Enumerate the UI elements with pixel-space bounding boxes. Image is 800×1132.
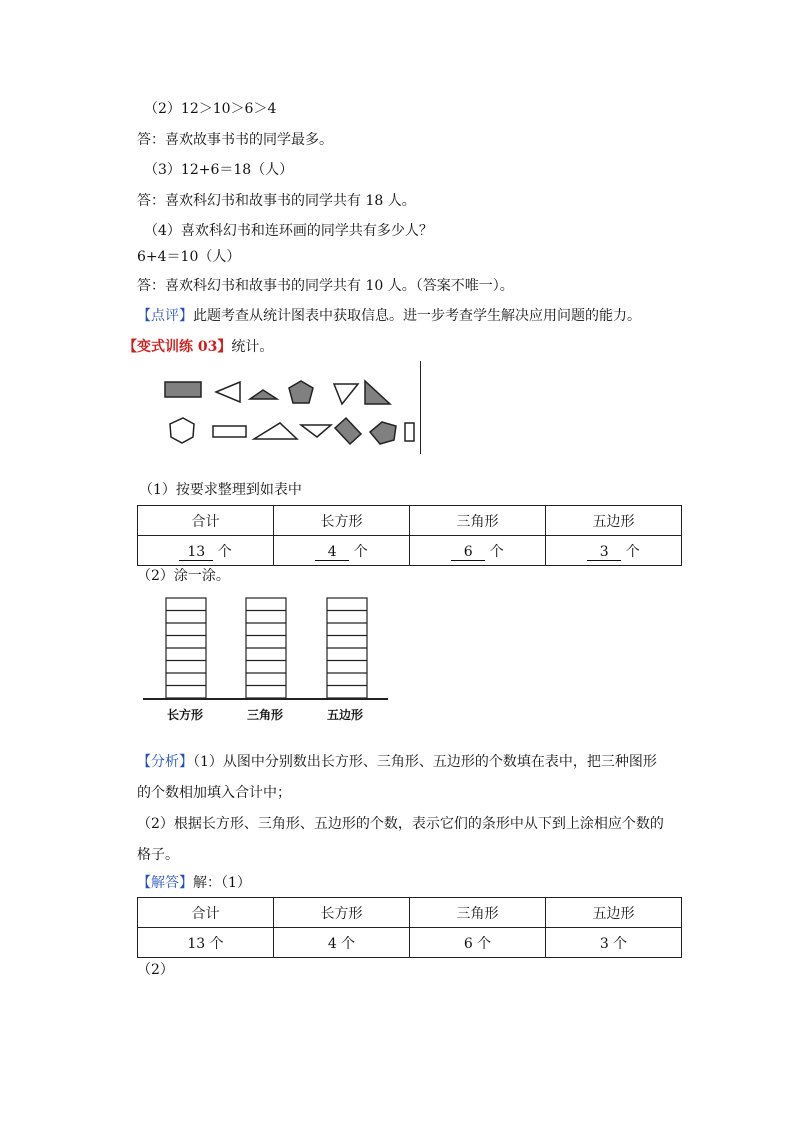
table-cell: 13 个 (138, 928, 274, 958)
pentagon-shape (370, 422, 396, 444)
part2-label: （2）涂一涂。 (137, 568, 230, 584)
unit-label: 个 (489, 543, 504, 560)
table-header-row (138, 506, 682, 536)
figure-divider (420, 361, 421, 454)
table-cell: 4 个 (274, 928, 410, 958)
variant-text: 统计。 (231, 339, 274, 355)
comment-line (137, 306, 641, 326)
unit-label: 个 (353, 543, 368, 560)
analysis-tag: 【分析】 (137, 754, 193, 770)
tally-table (137, 505, 682, 566)
table-header-cell: 合计 (138, 898, 274, 928)
table-cell: 3 个 (546, 928, 682, 958)
blank-answer: 4 (315, 544, 349, 561)
table-header-cell: 五边形 (546, 898, 682, 928)
hexagon-shape (170, 418, 194, 443)
table-row (138, 536, 682, 566)
answer-line (137, 873, 251, 893)
unit-label: 个 (217, 543, 232, 560)
rectangle-shape (335, 418, 361, 444)
pentagon-shape (289, 381, 313, 403)
text-line: （4）喜欢科幻书和连环画的同学共有多少人？ (144, 223, 433, 239)
table-cell: 6 个 (410, 928, 546, 958)
blank-answer: 13 (179, 544, 213, 561)
bar-label: 长方形 (167, 708, 204, 722)
blank-answer: 6 (451, 544, 485, 561)
table-header-cell: 合计 (138, 506, 274, 536)
table-header-cell: 三角形 (410, 898, 546, 928)
triangle-shape (334, 384, 358, 404)
bar-label: 五边形 (327, 708, 364, 722)
unit-label: 个 (625, 543, 640, 560)
part2-answer-label: （2） (137, 962, 174, 978)
table-cell (274, 536, 410, 566)
text-line: （3）12+6＝18（人） (144, 162, 294, 178)
text-line: 答：喜欢科幻书和故事书的同学共有 18 人。 (137, 193, 416, 209)
answer-text: 解：（1） (193, 875, 251, 891)
triangle-shape (250, 390, 277, 399)
analysis-line: （2）根据长方形、三角形、五边形的个数，表示它们的条形中从下到上涂相应个数的 (137, 816, 664, 832)
text-line: 6+4＝10（人） (137, 249, 241, 265)
analysis-text: （1）从图中分别数出长方形、三角形、五边形的个数填在表中，把三种图形 (193, 754, 657, 770)
analysis-line: 格子。 (137, 847, 179, 863)
bar-grid (143, 596, 388, 702)
table-header-cell: 长方形 (274, 898, 410, 928)
bar-column-triangle (246, 598, 286, 698)
text-line: 答：喜欢科幻书和故事书的同学共有 10 人。（答案不唯一）。 (137, 278, 514, 294)
table-header-cell: 五边形 (546, 506, 682, 536)
rectangle-shape (213, 426, 246, 437)
rectangle-shape (405, 423, 414, 441)
table-header-row (138, 898, 682, 928)
variant-heading (123, 337, 273, 357)
bar-column-rectangle (166, 598, 206, 698)
table-cell (410, 536, 546, 566)
table-header-cell: 三角形 (410, 506, 546, 536)
table-row (138, 928, 682, 958)
answer-table (137, 897, 682, 958)
answer-tag: 【解答】 (137, 875, 193, 891)
blank-answer: 3 (587, 544, 621, 561)
triangle-shape (365, 381, 390, 404)
analysis-line (137, 752, 657, 772)
triangle-shape (254, 423, 297, 439)
table-cell (546, 536, 682, 566)
analysis-line: 的个数相加填入合计中； (137, 785, 291, 801)
bar-column-pentagon (327, 598, 367, 698)
table-header-cell: 长方形 (274, 506, 410, 536)
text-line: （2）12＞10＞6＞4 (144, 101, 277, 117)
table-cell (138, 536, 274, 566)
part1-label: （1）按要求整理到如表中 (139, 482, 302, 498)
triangle-shape (301, 425, 331, 437)
shapes-figure (156, 360, 426, 456)
variant-tag: 【变式训练 03】 (123, 339, 232, 355)
bar-label: 三角形 (247, 708, 284, 722)
comment-tag: 【点评】 (137, 308, 193, 324)
comment-text: 此题考查从统计图表中获取信息。进一步考查学生解决应用问题的能力。 (193, 308, 641, 324)
text-line: 答：喜欢故事书书的同学最多。 (137, 132, 333, 148)
triangle-shape (216, 382, 240, 402)
bar-grid-figure (143, 596, 388, 726)
rectangle-shape (165, 382, 201, 397)
